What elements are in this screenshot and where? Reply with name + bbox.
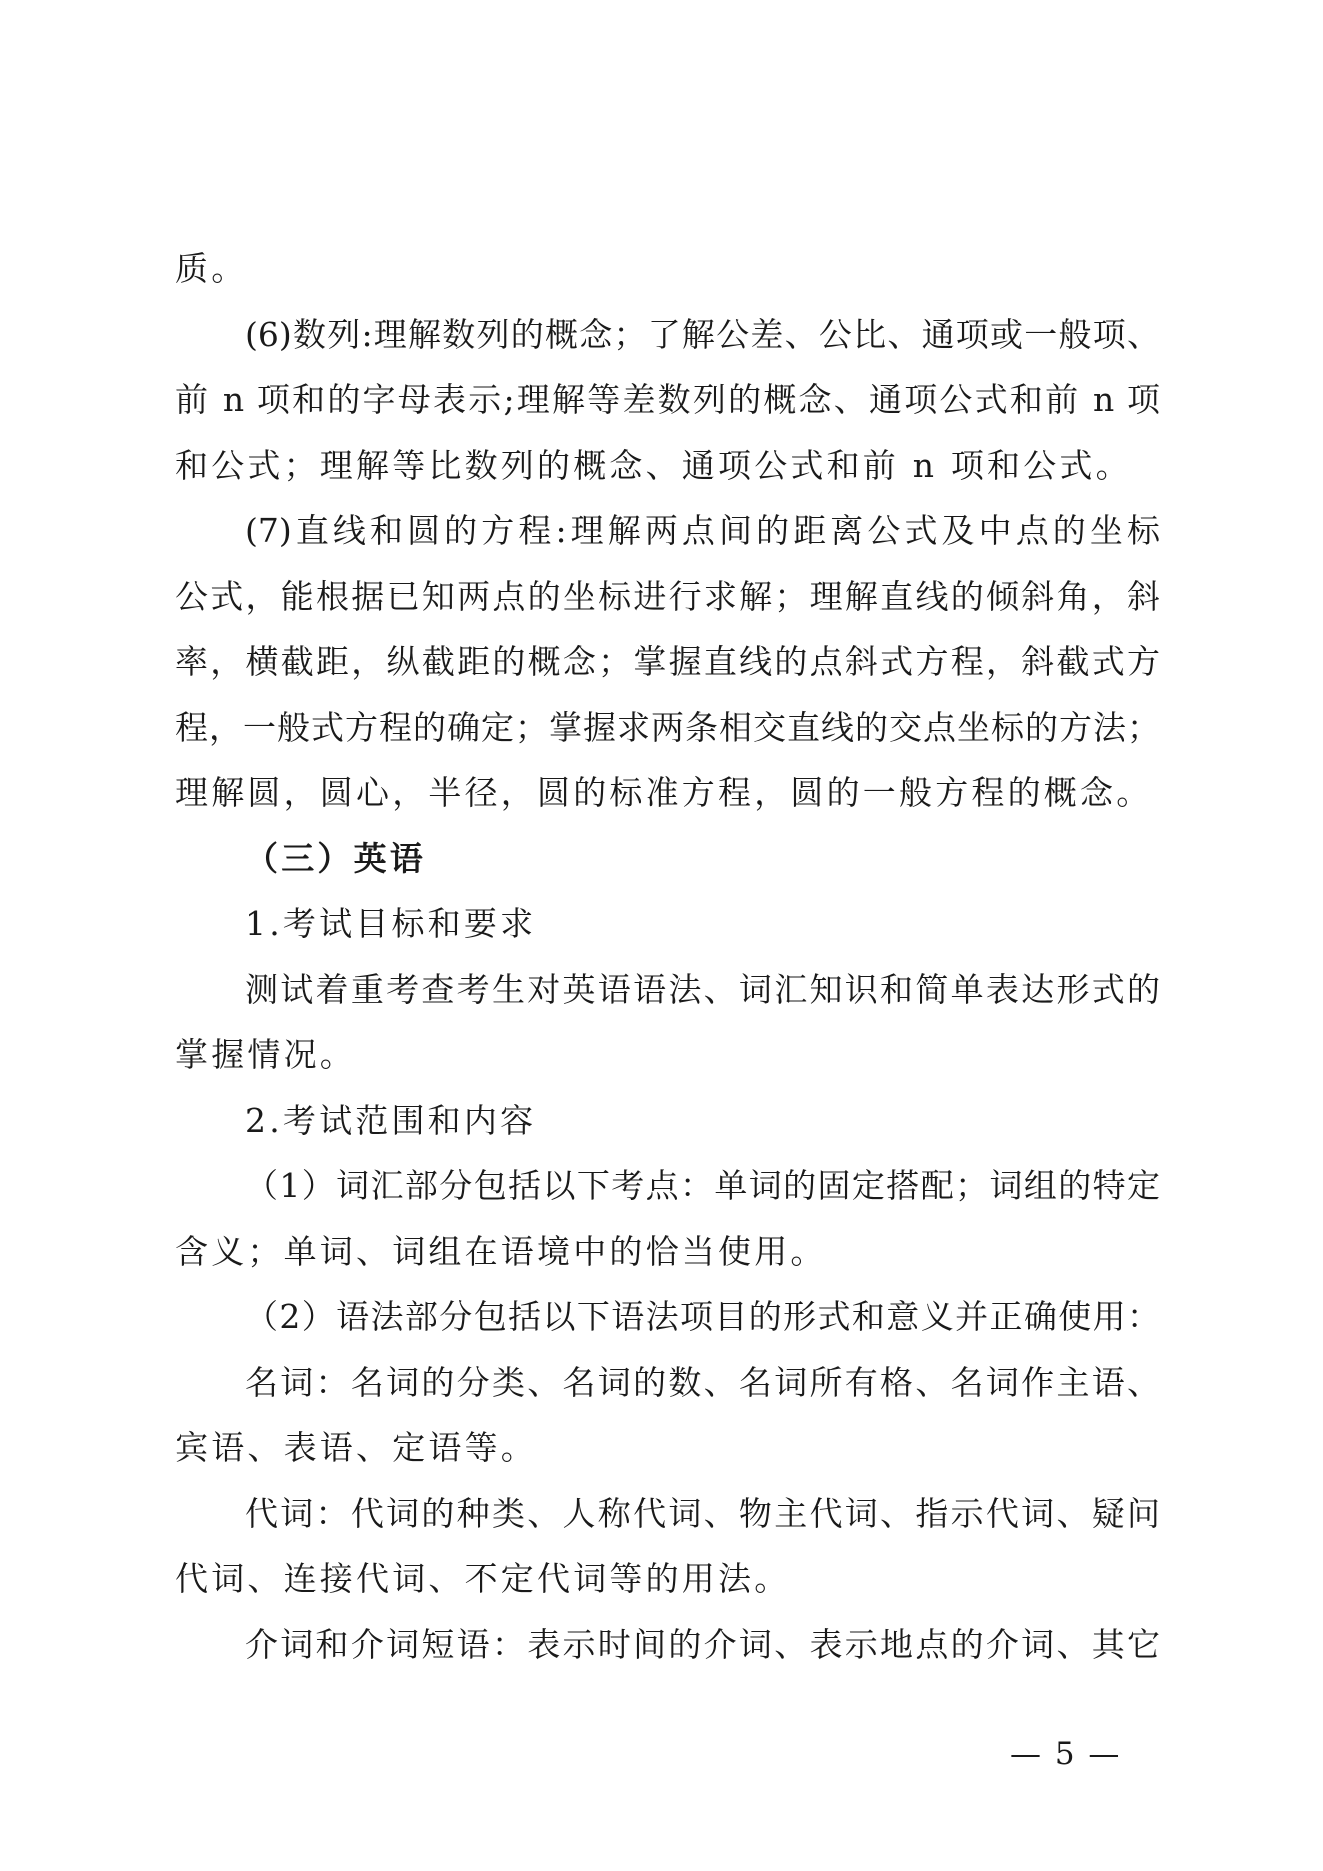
paragraph-line: 理解圆，圆心，半径，圆的标准方程，圆的一般方程的概念。 — [175, 773, 1153, 812]
paragraph-line: 名词：名词的分类、名词的数、名词所有格、名词作主语、 — [245, 1362, 1160, 1402]
paragraph-line: 代词、连接代词、不定代词等的用法。 — [175, 1559, 791, 1598]
subsection-heading: 1.考试目标和要求 — [245, 904, 537, 943]
paragraph-line: 掌握情况。 — [175, 1035, 356, 1074]
paragraph-line: 和公式；理解等比数列的概念、通项公式和前 n 项和公式。 — [175, 445, 1132, 485]
paragraph-line: (7)直线和圆的方程:理解两点间的距离公式及中点的坐标 — [245, 511, 1160, 550]
paragraph-line: 介词和介词短语：表示时间的介词、表示地点的介词、其它 — [245, 1624, 1160, 1664]
subsection-heading: 2.考试范围和内容 — [245, 1100, 537, 1140]
paragraph-line: （1）词汇部分包括以下考点：单词的固定搭配；词组的特定 — [245, 1166, 1160, 1205]
paragraph-line: 代词：代词的种类、人称代词、物主代词、指示代词、疑问 — [245, 1493, 1160, 1533]
paragraph-line: (6)数列:理解数列的概念；了解公差、公比、通项或一般项、 — [245, 314, 1160, 354]
paragraph-line: 质。 — [175, 249, 248, 288]
paragraph-line: 率，横截距，纵截距的概念；掌握直线的点斜式方程，斜截式方 — [175, 642, 1160, 681]
paragraph-line: 含义；单词、词组在语境中的恰当使用。 — [175, 1231, 827, 1271]
paragraph-line: （2）语法部分包括以下语法项目的形式和意义并正确使用： — [245, 1297, 1160, 1336]
document-body — [175, 236, 1160, 1677]
section-heading: （三）英语 — [245, 838, 426, 878]
paragraph-line: 前 n 项和的字母表示;理解等差数列的概念、通项公式和前 n 项 — [175, 380, 1160, 419]
paragraph-line: 公式，能根据已知两点的坐标进行求解；理解直线的倾斜角，斜 — [175, 576, 1160, 616]
paragraph-line: 测试着重考查考生对英语语法、词汇知识和简单表达形式的 — [245, 969, 1160, 1009]
page-number: — 5 — — [1010, 1736, 1122, 1772]
paragraph-line: 宾语、表语、定语等。 — [175, 1428, 537, 1467]
paragraph-line: 程，一般式方程的确定；掌握求两条相交直线的交点坐标的方法； — [175, 707, 1160, 747]
